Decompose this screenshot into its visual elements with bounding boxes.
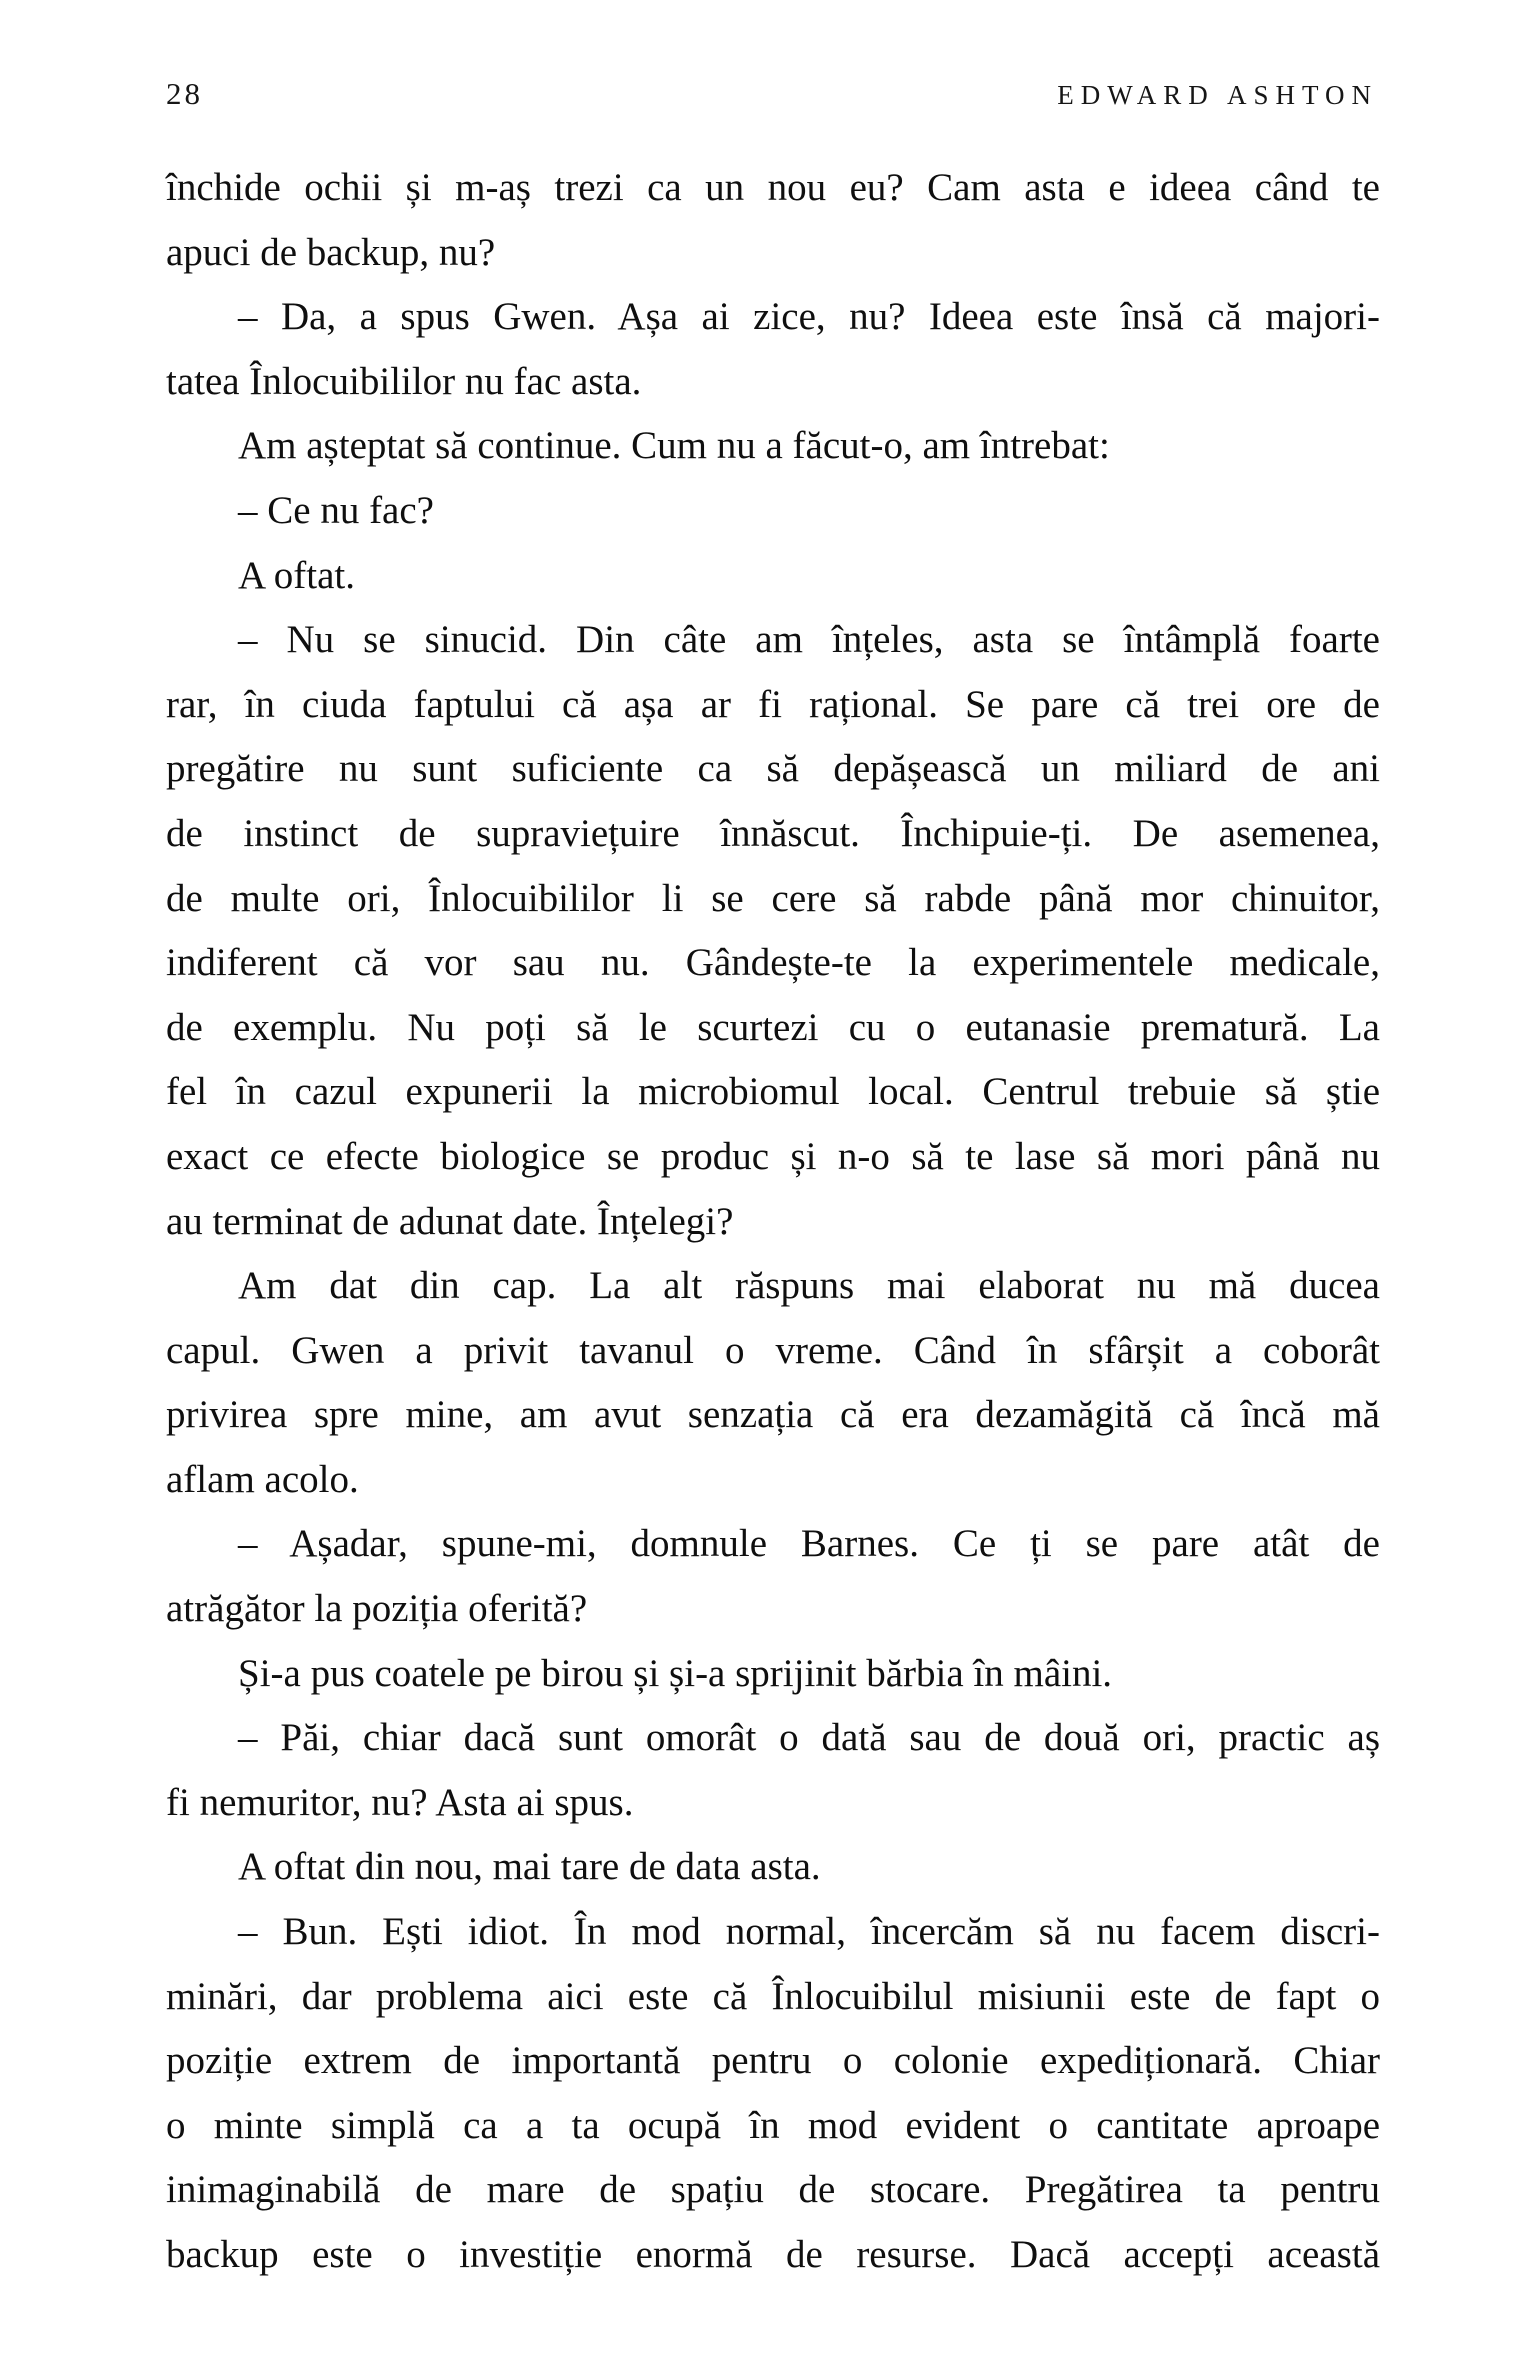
text-line: backup este o investiție enormă de resurse. Dacă accepți această [166, 2233, 1380, 2276]
text-line: Am dat din cap. La alt răspuns mai elaborat nu mă ducea [238, 1264, 1380, 1308]
text-line: închide ochii și m-aș trezi ca un nou eu? Cam asta e ideea când te [166, 166, 1380, 209]
text-line: fi nemuritor, nu? Asta ai spus. [166, 1780, 634, 1824]
page-number: 28 [166, 76, 203, 111]
text-line: exact ce efecte biologice se produc și n-o să te lase să mori până nu [166, 1134, 1380, 1178]
text-line: rar, în ciuda faptului că așa ar fi rațional. Se pare că trei ore de [166, 682, 1380, 726]
text-line: Am așteptat să continue. Cum nu a făcut-o, am întrebat: [238, 424, 1110, 468]
text-line: pregătire nu sunt suficiente ca să depășească un miliard de ani [166, 747, 1380, 791]
text-line: poziție extrem de importantă pentru o colonie expediționară. Chiar [166, 2039, 1380, 2083]
text-line: – Da, a spus Gwen. Așa ai zice, nu? Ideea este însă că majori- [238, 295, 1380, 339]
text-line: apuci de backup, nu? [166, 230, 496, 274]
running-header: EDWARD ASHTON [1057, 80, 1378, 110]
page-body [166, 156, 1380, 2288]
text-line: inimaginabilă de mare de spațiu de stocare. Pregătirea ta pentru [166, 2168, 1380, 2212]
text-line: fel în cazul expunerii la microbiomul local. Centrul trebuie să știe [166, 1070, 1380, 1114]
text-line: privirea spre mine, am avut senzația că era dezamăgită că încă mă [166, 1393, 1380, 1437]
text-line: Și-a pus coatele pe birou și și-a sprijinit bărbia în mâini. [238, 1651, 1113, 1695]
text-line: de instinct de supraviețuire înnăscut. Închipuie-ți. De asemenea, [166, 811, 1380, 855]
text-line: A oftat. [238, 553, 355, 597]
text-line: A oftat din nou, mai tare de data asta. [238, 1845, 821, 1889]
text-line: au terminat de adunat date. Înțelegi? [166, 1199, 734, 1243]
text-line: aflam acolo. [166, 1457, 359, 1501]
text-line: – Bun. Ești idiot. În mod normal, încercăm să nu facem discri- [238, 1910, 1380, 1954]
text-line: – Așadar, spune-mi, domnule Barnes. Ce ți se pare atât de [238, 1522, 1380, 1566]
text-line: – Ce nu fac? [238, 488, 434, 532]
text-line: indiferent că vor sau nu. Gândește-te la experimentele medicale, [166, 941, 1380, 985]
text-line: o minte simplă ca a ta ocupă în mod evident o cantitate aproape [166, 2103, 1380, 2147]
text-line: tatea Înlocuibililor nu fac asta. [166, 359, 642, 403]
text-line: de multe ori, Înlocuibililor li se cere să rabde până mor chinuitor, [166, 876, 1380, 920]
text-line: atrăgător la poziția oferită? [166, 1587, 588, 1631]
text-line: – Păi, chiar dacă sunt omorât o dată sau de două ori, practic aș [238, 1716, 1380, 1760]
text-line: de exemplu. Nu poți să le scurtezi cu o eutanasie prematură. La [166, 1005, 1380, 1049]
text-line: minări, dar problema aici este că Înlocuibilul misiunii este de fapt o [166, 1974, 1380, 2018]
page-header [0, 0, 1535, 112]
text-line: capul. Gwen a privit tavanul o vreme. Când în sfârșit a coborât [166, 1328, 1380, 1372]
text-line: – Nu se sinucid. Din câte am înțeles, asta se întâmplă foarte [238, 618, 1380, 662]
